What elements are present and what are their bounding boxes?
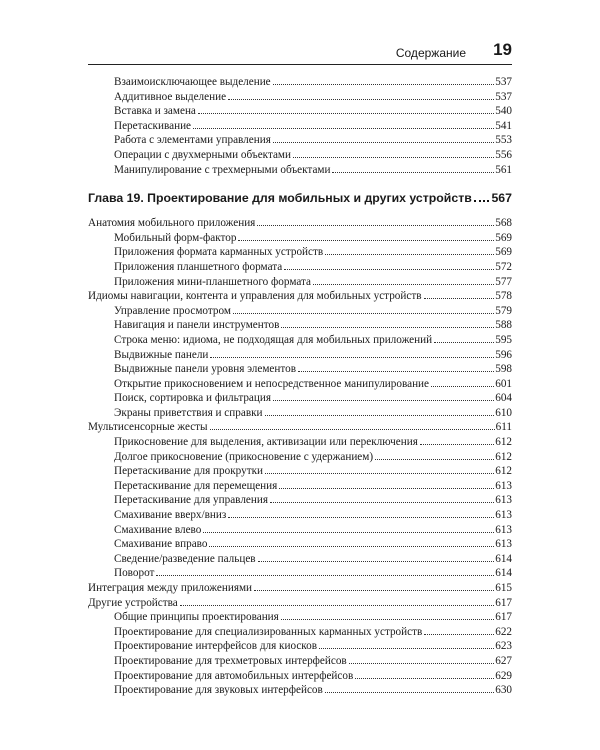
leader-dots	[193, 128, 494, 129]
toc-entry-page: 617	[495, 611, 512, 624]
toc-entry-title: Смахивание влево	[114, 523, 202, 536]
leader-dots	[355, 678, 494, 679]
chapter-title: Глава 19. Проектирование для мобильных и других устройств	[88, 191, 472, 206]
toc-entry-page: 622	[495, 625, 512, 638]
toc-entry-page: 613	[495, 479, 512, 492]
toc-entry	[88, 119, 512, 134]
leader-dots	[180, 605, 494, 606]
toc-entry-page: 561	[495, 163, 512, 176]
toc-entry-title: Перетаскивание для перемещения	[114, 479, 278, 492]
toc-entry	[88, 289, 512, 304]
toc-entry-title: Проектирование для звуковых интерфейсов	[114, 684, 323, 697]
toc-entry-title: Управление просмотром	[114, 304, 231, 317]
toc-entry-page: 627	[495, 654, 512, 667]
toc-entry-page: 611	[495, 421, 512, 434]
toc-entry-page: 612	[495, 450, 512, 463]
toc-entry	[88, 596, 512, 611]
toc-entry-page: 614	[495, 552, 512, 565]
leader-dots	[228, 99, 494, 100]
toc-entry-title: Работа с элементами управления	[114, 134, 271, 147]
toc-entry	[88, 133, 512, 148]
toc-entry-title: Анатомия мобильного приложения	[88, 217, 256, 230]
toc-entry	[88, 231, 512, 246]
page-number: 19	[493, 40, 512, 59]
toc-entry-page: 629	[495, 669, 512, 682]
running-header	[88, 36, 512, 65]
leader-dots	[258, 561, 495, 562]
leader-dots	[203, 532, 494, 533]
toc-entry-title: Смахивание вверх/вниз	[114, 509, 227, 522]
leader-dots	[325, 692, 494, 693]
chapter-heading	[88, 189, 512, 207]
toc-entry	[88, 148, 512, 163]
toc-entry-title: Долгое прикосновение (прикосновение с удержанием)	[114, 450, 374, 463]
leader-dots	[254, 590, 494, 591]
toc-entry-title: Аддитивное выделение	[114, 90, 227, 103]
leader-dots	[434, 342, 494, 343]
leader-dots	[265, 473, 494, 474]
toc-entry	[88, 90, 512, 105]
toc-entry	[88, 683, 512, 698]
leader-dots	[424, 634, 494, 635]
section-title: Содержание	[395, 46, 466, 60]
toc-entry	[88, 479, 512, 494]
toc-entry-title: Манипулирование с трехмерными объектами	[114, 163, 331, 176]
toc-entry	[88, 75, 512, 90]
toc-entry-title: Проектирование для специализированных карманных устройств	[114, 625, 423, 638]
toc-entry	[88, 104, 512, 119]
toc-entry	[88, 216, 512, 231]
toc-entry-title: Мобильный форм-фактор	[114, 231, 237, 244]
toc-entry-page: 577	[495, 275, 512, 288]
toc-entry-page: 617	[495, 596, 512, 609]
toc-entry-page: 614	[495, 567, 512, 580]
toc-entry	[88, 566, 512, 581]
leader-dots	[349, 663, 494, 664]
leader-dots	[233, 313, 494, 314]
toc-entry-title: Идиомы навигации, контента и управления для мобильных устройств	[88, 290, 422, 303]
toc-entry	[88, 435, 512, 450]
toc-entry-title: Поворот	[114, 567, 155, 580]
toc-entry	[88, 362, 512, 377]
toc-entry-page: 613	[495, 494, 512, 507]
leader-dots	[238, 240, 494, 241]
toc-entry-title: Экраны приветствия и справки	[114, 406, 263, 419]
toc-entry	[88, 537, 512, 552]
toc-entry	[88, 377, 512, 392]
toc-entry	[88, 304, 512, 319]
leader-dots	[298, 371, 494, 372]
toc-entry-page: 596	[495, 348, 512, 361]
toc-entry-title: Открытие прикосновением и непосредственное манипулирование	[114, 377, 430, 390]
leader-dots	[375, 459, 494, 460]
leader-dots	[431, 386, 494, 387]
toc-entry-title: Прикосновение для выделения, активизации или переключения	[114, 436, 418, 449]
leader-dots	[210, 357, 494, 358]
leader-dots	[284, 269, 494, 270]
toc-entry-page: 568	[495, 217, 512, 230]
toc-entry-title: Приложения мини-планшетного формата	[114, 275, 311, 288]
toc-entry	[88, 406, 512, 421]
toc-entry-page: 569	[495, 231, 512, 244]
toc-entry	[88, 420, 512, 435]
toc-entry	[88, 508, 512, 523]
toc-entry-page: 588	[495, 319, 512, 332]
toc-entry-page: 595	[495, 333, 512, 346]
leader-dots	[293, 157, 494, 158]
toc-entry	[88, 391, 512, 406]
leader-dots	[273, 400, 494, 401]
toc-entry-page: 613	[495, 538, 512, 551]
leader-dots	[198, 113, 494, 114]
toc-entry-page: 615	[495, 582, 512, 594]
toc-entry	[88, 450, 512, 465]
toc-entry-title: Операции с двухмерными объектами	[114, 148, 291, 161]
toc-entry	[88, 275, 512, 290]
leader-dots	[332, 172, 494, 173]
toc-entry-title: Интеграция между приложениями	[88, 582, 253, 594]
toc-entry	[88, 348, 512, 363]
toc-entry	[88, 581, 512, 596]
toc-entry-title: Вставка и замена	[114, 105, 196, 118]
toc-entry	[88, 552, 512, 567]
toc-entry	[88, 260, 512, 275]
toc-entry-title: Приложения формата карманных устройств	[114, 246, 324, 259]
toc-entry-page: 613	[495, 523, 512, 536]
toc-entry-title: Взаимоисключающее выделение	[114, 76, 271, 88]
toc-entry-page: 572	[495, 260, 512, 273]
toc-entries-after	[88, 216, 512, 698]
toc-entry-page: 537	[495, 90, 512, 103]
toc-entry-page: 610	[495, 406, 512, 419]
toc-entry-title: Навигация и панели инструментов	[114, 319, 280, 332]
toc-entry-page: 601	[495, 377, 512, 390]
toc-entry-page: 569	[495, 246, 512, 259]
leader-dots	[273, 84, 495, 85]
toc-entry-page: 604	[495, 392, 512, 405]
toc-entry-page: 630	[495, 684, 512, 697]
toc-entry-title: Перетаскивание для управления	[114, 494, 268, 507]
toc-entry-page: 556	[495, 148, 512, 161]
toc-entry-page: 540	[495, 105, 512, 118]
toc-entry-title: Приложения планшетного формата	[114, 260, 283, 273]
toc-entry-title: Проектирование интерфейсов для киосков	[114, 640, 318, 653]
toc-entry-title: Строка меню: идиома, не подходящая для мобильных приложений	[114, 333, 433, 346]
toc-entry-title: Выдвижные панели уровня элементов	[114, 363, 296, 376]
toc-entry-title: Смахивание вправо	[114, 538, 208, 551]
toc-entry-title: Общие принципы проектирования	[114, 611, 279, 624]
toc-entry-page: 598	[495, 363, 512, 376]
toc-entry-page: 578	[495, 290, 512, 303]
leader-dots	[313, 284, 494, 285]
toc-entry	[88, 610, 512, 625]
toc-entry	[88, 625, 512, 640]
toc-entry-page: 612	[495, 465, 512, 478]
toc-entry	[88, 245, 512, 260]
leader-dots	[228, 517, 494, 518]
toc-entry-page: 537	[495, 76, 512, 88]
toc-entry	[88, 654, 512, 669]
toc-entry	[88, 493, 512, 508]
leader-dots	[273, 142, 494, 143]
toc-entry	[88, 639, 512, 654]
leader-dots	[270, 502, 494, 503]
toc-entry-title: Другие устройства	[88, 596, 178, 609]
leader-dots	[325, 254, 494, 255]
leader-dots	[420, 444, 494, 445]
toc-entry-title: Перетаскивание	[114, 119, 192, 132]
table-of-contents	[88, 75, 512, 698]
leader-dots	[156, 575, 494, 576]
toc-entry	[88, 523, 512, 538]
toc-entry-title: Проектирование для автомобильных интерфейсов	[114, 669, 354, 682]
toc-entry-title: Проектирование для трехметровых интерфейсов	[114, 654, 347, 667]
toc-entry-title: Выдвижные панели	[114, 348, 209, 361]
toc-entry-page: 613	[495, 509, 512, 522]
leader-dots	[257, 225, 494, 226]
leader-dots	[279, 488, 494, 489]
toc-entry	[88, 333, 512, 348]
toc-entry	[88, 464, 512, 479]
leader-dots	[474, 200, 490, 202]
toc-entry-title: Поиск, сортировка и фильтрация	[114, 392, 272, 405]
toc-entry	[88, 318, 512, 333]
leader-dots	[319, 648, 494, 649]
toc-entries-before	[88, 75, 512, 177]
toc-entry	[88, 669, 512, 684]
chapter-page: 567	[491, 191, 512, 206]
leader-dots	[281, 619, 494, 620]
toc-entry-title: Мультисенсорные жесты	[88, 421, 208, 434]
toc-entry-page: 623	[495, 640, 512, 653]
leader-dots	[424, 298, 495, 299]
leader-dots	[265, 415, 495, 416]
toc-entry-page: 579	[495, 304, 512, 317]
toc-entry-page: 553	[495, 134, 512, 147]
toc-entry	[88, 163, 512, 178]
toc-entry-page: 612	[495, 436, 512, 449]
leader-dots	[210, 429, 495, 430]
toc-entry-page: 541	[495, 119, 512, 132]
toc-entry-title: Сведение/разведение пальцев	[114, 552, 256, 565]
leader-dots	[281, 327, 494, 328]
leader-dots	[209, 546, 494, 547]
toc-entry-title: Перетаскивание для прокрутки	[114, 465, 263, 478]
